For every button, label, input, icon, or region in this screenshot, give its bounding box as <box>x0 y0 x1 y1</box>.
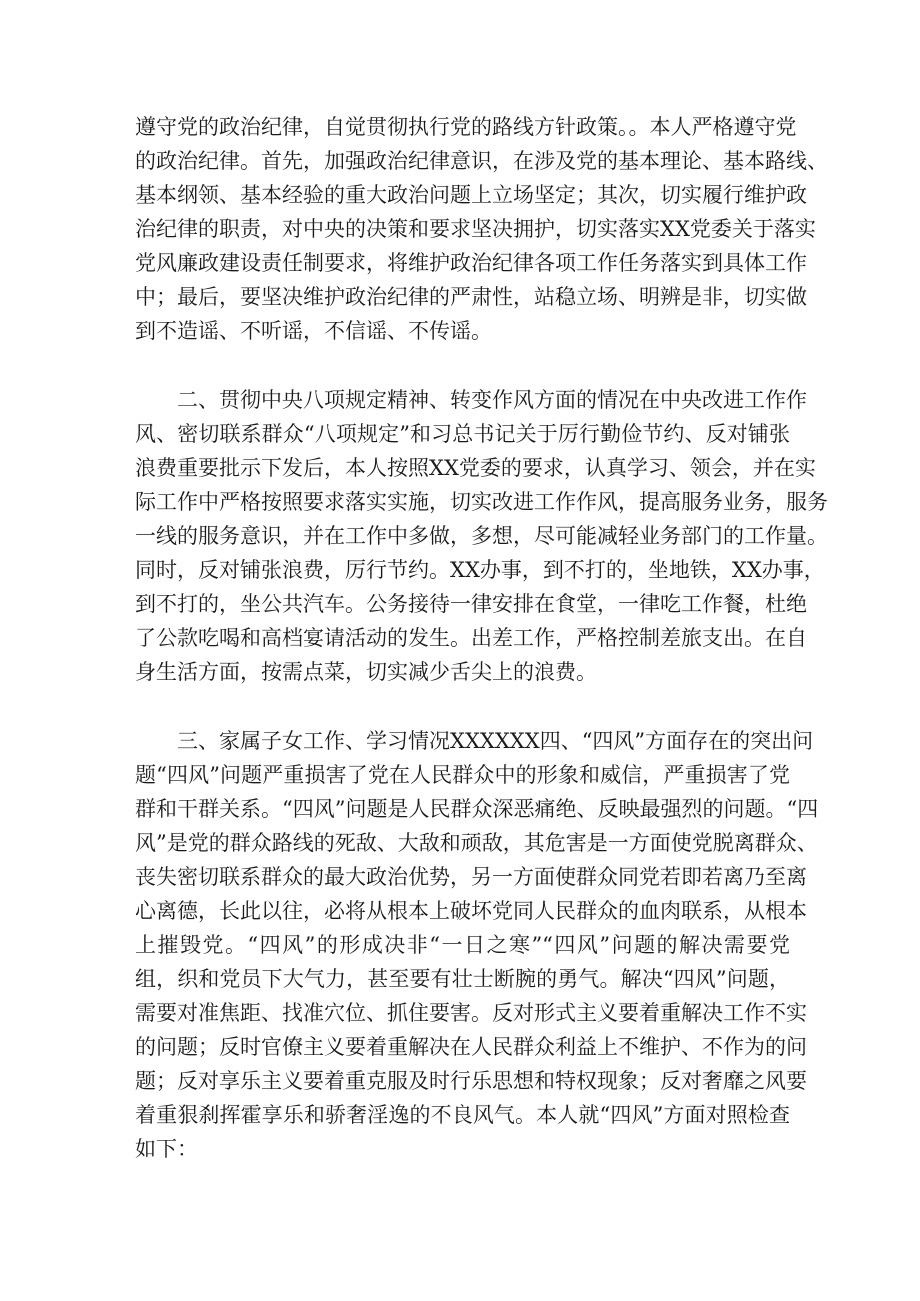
text-line: 风”是党的群众路线的死敌、大敌和顽敌，其危害是一方面使党脱离群众、 <box>135 831 818 855</box>
text-line: 到不造谣、不听谣，不信谣、不传谣。 <box>135 319 492 343</box>
paragraph-spacer <box>135 689 790 724</box>
document-body <box>135 110 828 1166</box>
text-line: 中；最后，要坚决维护政治纪律的严肃性，站稳立场、明辨是非，切实做 <box>135 285 807 309</box>
paragraph-spacer <box>135 348 790 383</box>
text-line: 到不打的，坐公共汽车。公务接待一律安排在食堂，一律吃工作餐，杜绝 <box>135 592 807 616</box>
text-line: 的政治纪律。首先，加强政治纪律意识，在涉及党的基本理论、基本路线、 <box>135 149 828 173</box>
text-line: 际工作中严格按照要求落实实施，切实改进工作作风，提高服务业务，服务 <box>135 490 828 514</box>
paragraph-political-discipline <box>135 110 828 348</box>
text-line: 同时，反对铺张浪费，厉行节约。XX办事，到不打的，坐地铁，XX办事， <box>135 558 825 582</box>
text-line: 丧失密切联系群众的最大政治优势，另一方面使群众同党若即若离乃至离 <box>135 865 807 889</box>
text-line: 基本纲领、基本经验的重大政治问题上立场坚定；其次，切实履行维护政 <box>135 183 807 207</box>
paragraph-eight-rules <box>135 383 828 689</box>
text-line: 组，织和党员下大气力，甚至要有壮士断腕的勇气。解决“四风”问题， <box>135 967 790 991</box>
text-line: 题；反对享乐主义要着重克服及时行乐思想和特权现象；反对奢靡之风要 <box>135 1069 807 1093</box>
text-line: 的问题；反时官僚主义要着重解决在人民群众利益上不维护、不作为的问 <box>135 1035 807 1059</box>
text-line: 浪费重要批示下发后，本人按照XX党委的要求，认真学习、领会，并在实 <box>135 456 816 480</box>
text-line: 心离德，长此以往，必将从根本上破坏党同人民群众的血肉联系，从根本 <box>135 899 807 923</box>
text-line: 治纪律的职责，对中央的决策和要求坚决拥护，切实落实XX党委关于落实 <box>135 217 816 241</box>
text-line: 党风廉政建设责任制要求，将维护政治纪律各项工作任务落实到具体工作 <box>135 251 807 275</box>
text-line: 风、密切联系群众“八项规定”和习总书记关于厉行勤俭节约、反对铺张 <box>135 422 790 446</box>
text-line: 三、家属子女工作、学习情况XXXXXX四、“四风”方面存在的突出问 <box>135 729 814 753</box>
text-line: 着重狠刹挥霍享乐和骄奢淫逸的不良风气。本人就“四风”方面对照检查 <box>135 1103 790 1127</box>
text-line: 了公款吃喝和高档宴请活动的发生。出差工作，严格控制差旅支出。在自 <box>135 626 807 650</box>
text-line: 群和干群关系。“四风”问题是人民群众深恶痛绝、反映最强烈的问题。“四 <box>135 797 819 821</box>
paragraph-four-styles <box>135 724 819 1166</box>
text-line: 上摧毁党。“四风”的形成决非“一日之寒”“四风”问题的解决需要党 <box>135 933 790 957</box>
text-line: 题“四风”问题严重损害了党在人民群众中的形象和威信，严重损害了党 <box>135 763 790 787</box>
text-line: 需要对准焦距、找准穴位、抓住要害。反对形式主义要着重解决工作不实 <box>135 1001 807 1025</box>
text-line: 一线的服务意识，并在工作中多做，多想，尽可能减轻业务部门的工作量。 <box>135 524 828 548</box>
text-line: 如下： <box>135 1137 198 1161</box>
text-line: 身生活方面，按需点菜，切实减少舌尖上的浪费。 <box>135 660 597 684</box>
text-line: 遵守党的政治纪律，自觉贯彻执行党的路线方针政策。。本人严格遵守党 <box>135 115 797 139</box>
text-line: 二、贯彻中央八项规定精神、转变作风方面的情况在中央改进工作作 <box>135 388 807 412</box>
